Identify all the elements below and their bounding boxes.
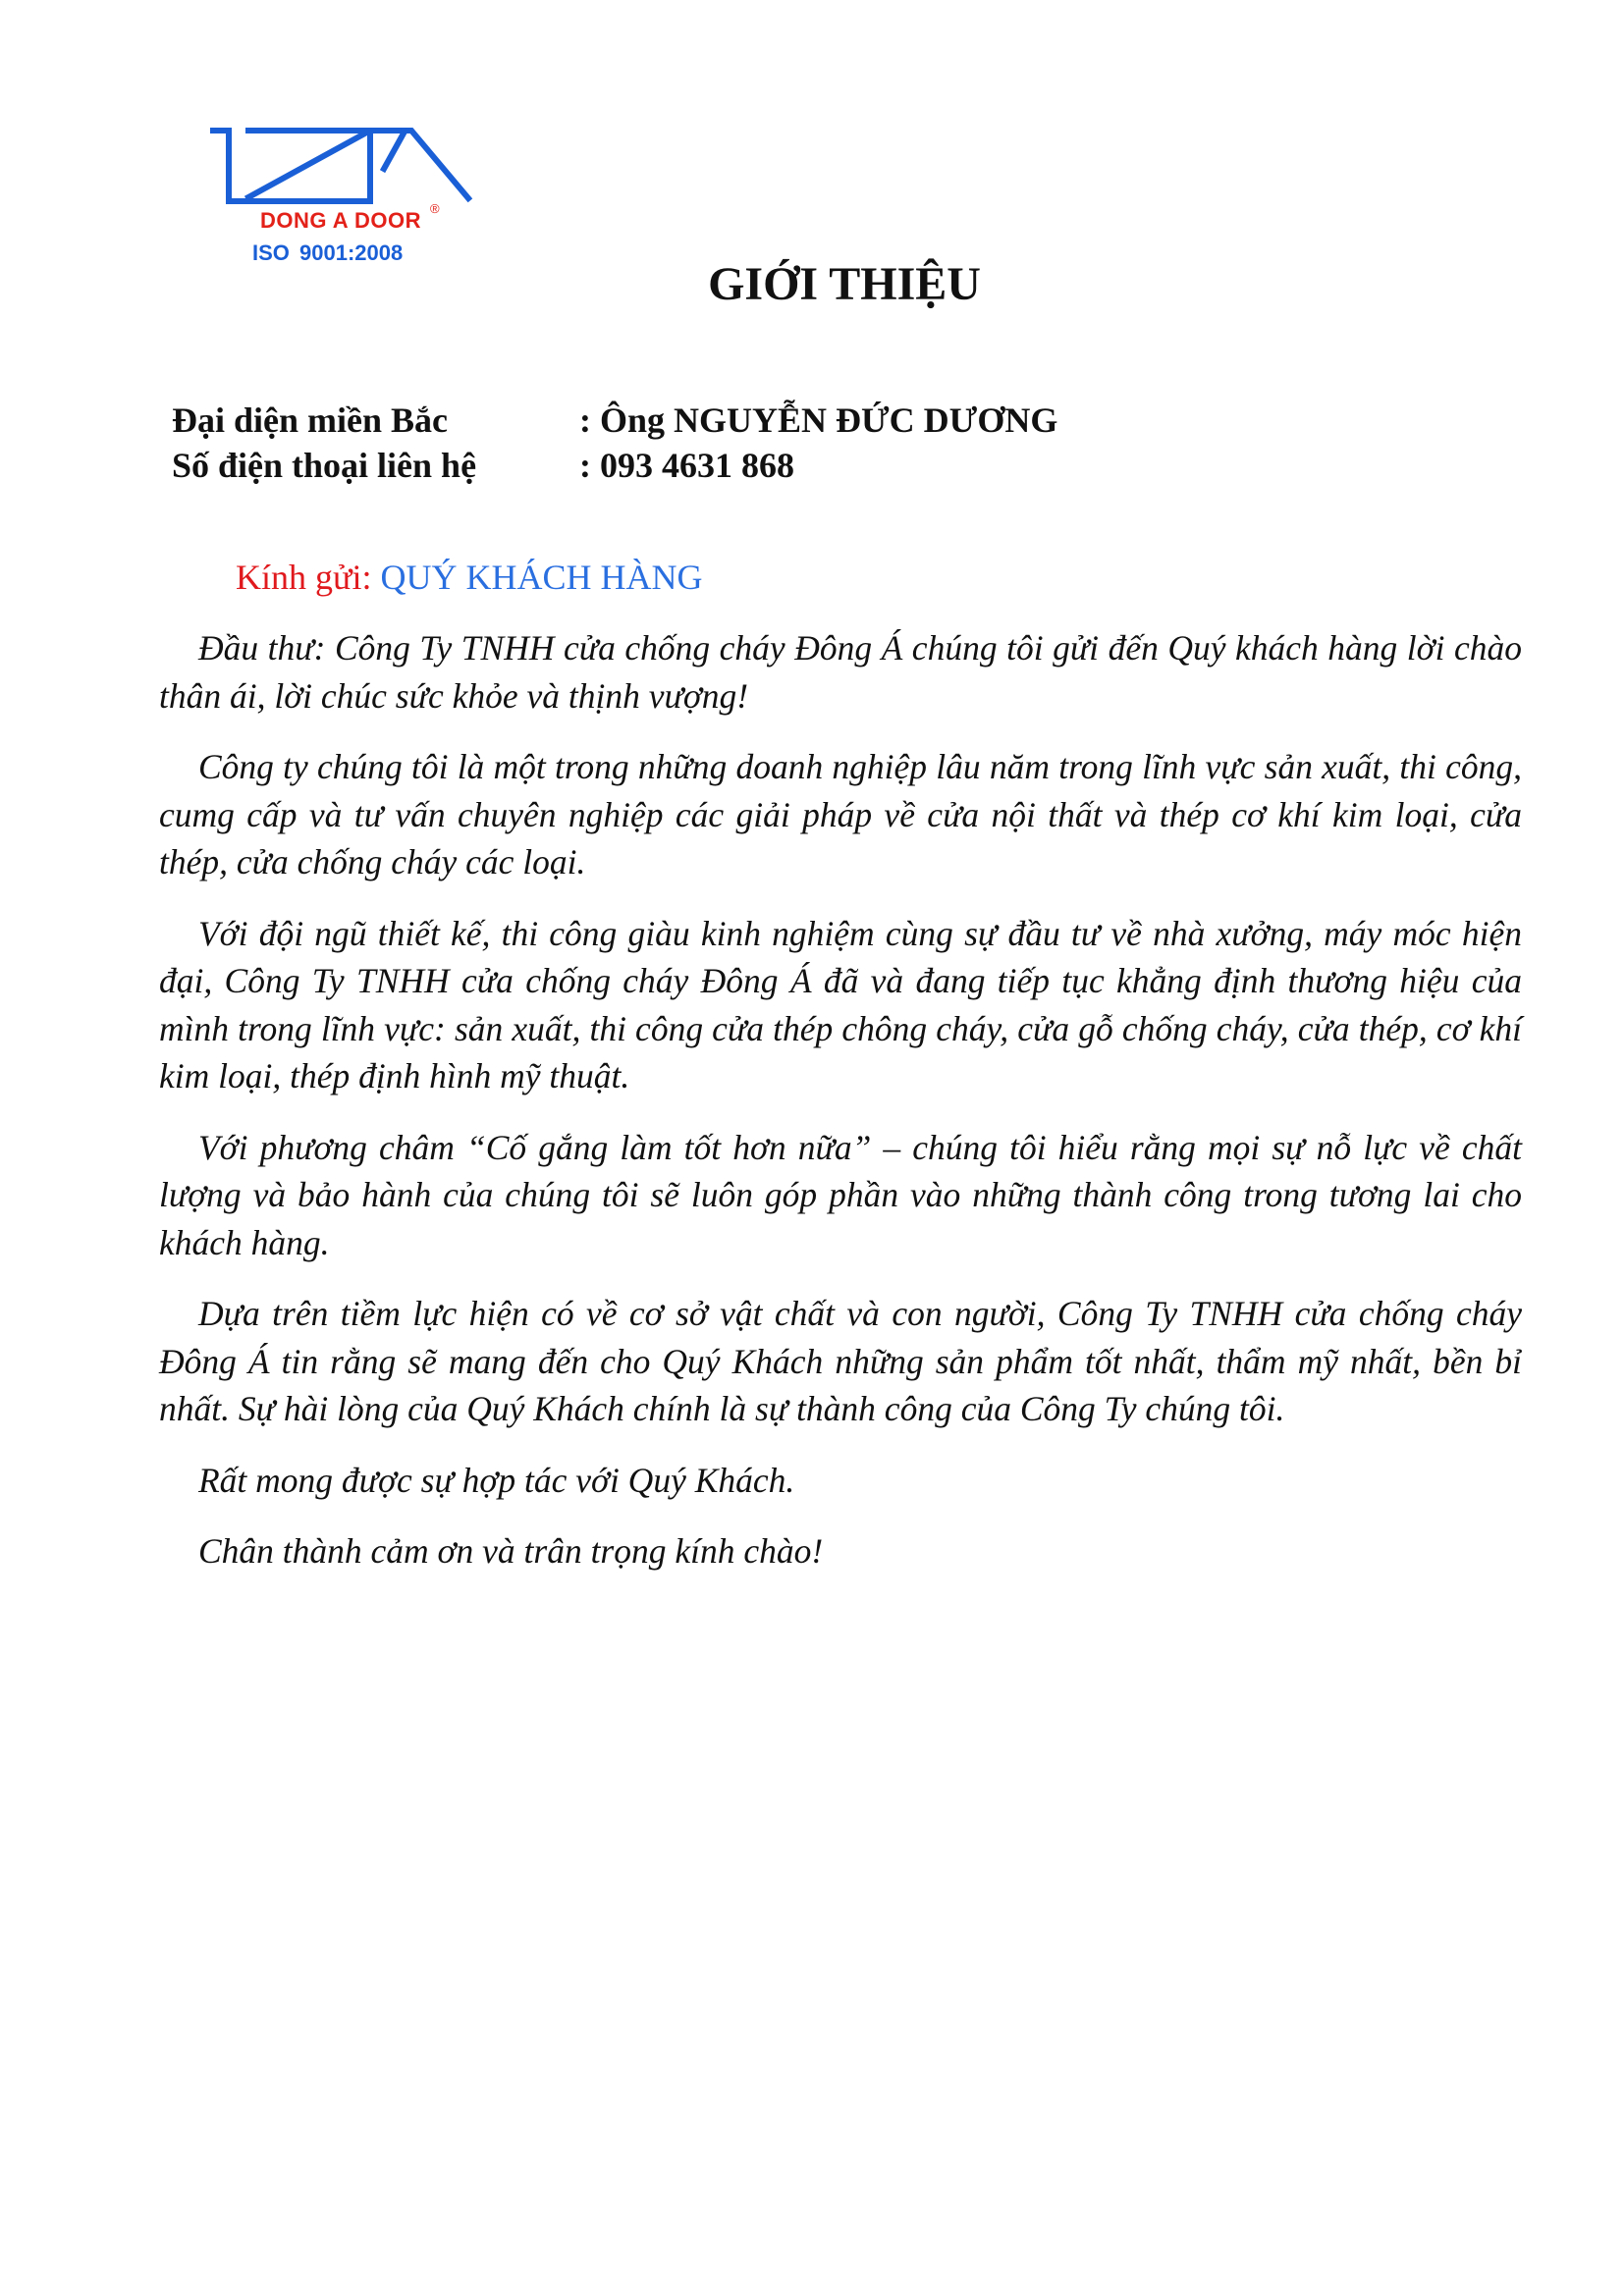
registered-mark: ® — [430, 201, 440, 216]
body-paragraph: Với phương châm “Cố gắng làm tốt hơn nữa” – chúng tôi hiểu rằng mọi sự nỗ lực về chất lượng và bảo hành của chúng tôi sẽ luôn góp phần vào những thành công trong tương lai cho khách hàng. — [159, 1127, 1522, 1262]
salutation-recipient: QUÝ KHÁCH HÀNG — [380, 558, 703, 597]
representative-name: : Ông NGUYỄN ĐỨC DƯƠNG — [579, 400, 1058, 440]
closing-line: Chân thành cảm ơn và trân trọng kính chào! — [198, 1531, 824, 1571]
representative-info — [172, 398, 1057, 488]
phone-row — [172, 443, 1057, 488]
representative-label: Đại diện miền Bắc — [172, 400, 449, 440]
body-paragraph: Công ty chúng tôi là một trong những doanh nghiệp lâu năm trong lĩnh vực sản xuất, thi công, cumg cấp và tư vấn chuyên nghiệp các giải pháp về cửa nội thất và thép cơ khí kim loại, cửa thép, cửa chống cháy các loại. — [159, 747, 1522, 881]
body-paragraph: Với đội ngũ thiết kế, thi công giàu kinh nghiệm cùng sự đầu tư về nhà xưởng, máy móc hiện đại, Công Ty TNHH cửa chống cháy Đông Á đã và đang tiếp tục khẳng định thương hiệu của mình trong lĩnh vực: sản xuất, thi công cửa thép chông cháy, cửa gỗ chống cháy, cửa thép, cơ khí kim loại, thép định hình mỹ thuật. — [159, 913, 1522, 1095]
page-title: GIỚI THIỆU — [708, 258, 981, 310]
door-roof-logo-mark — [201, 118, 486, 216]
phone-label: Số điện thoại liên hệ — [172, 446, 477, 485]
phone-number: : 093 4631 868 — [579, 446, 794, 485]
logo-iso-text: ISO 9001:2008 — [252, 240, 404, 265]
body-paragraph: Đầu thư: Công Ty TNHH cửa chống cháy Đông Á chúng tôi gửi đến Quý khách hàng lời chào thân ái, lời chúc sức khỏe và thịnh vượng! — [159, 628, 1522, 716]
closing-line: Rất mong được sự hợp tác với Quý Khách. — [198, 1460, 795, 1500]
letter-body — [159, 624, 1522, 1599]
salutation-label: Kính gửi: — [236, 558, 381, 597]
salutation — [236, 557, 703, 598]
representative-row — [172, 398, 1057, 443]
body-paragraph: Dựa trên tiềm lực hiện có về cơ sở vật chất và con người, Công Ty TNHH cửa chống cháy Đông Á tin rằng sẽ mang đến cho Quý Khách những sản phẩm tốt nhất, thẩm mỹ nhất, bền bỉ nhất. Sự hài lòng của Quý Khách chính là sự thành công của Công Ty chúng tôi. — [159, 1294, 1522, 1428]
company-logo — [201, 118, 486, 275]
logo-brand-text: DONG A DOOR — [260, 208, 421, 233]
